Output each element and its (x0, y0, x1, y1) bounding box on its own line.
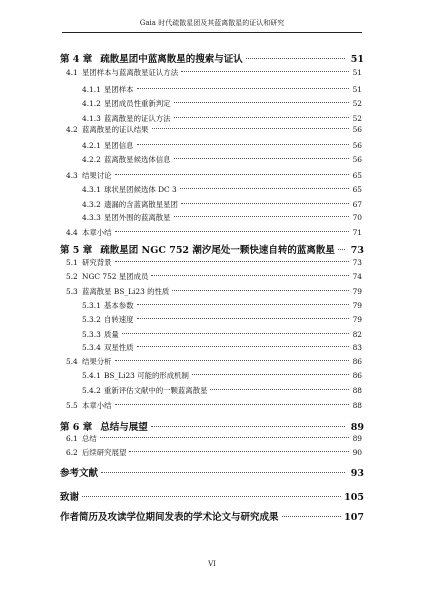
dot-leader (115, 261, 349, 262)
toc-entry[interactable] (82, 385, 362, 396)
toc-entry-page: 107 (344, 512, 364, 523)
toc-entry-page: 52 (352, 99, 362, 108)
toc-entry-page: 79 (352, 315, 362, 324)
toc-entry[interactable] (66, 257, 362, 268)
toc-entry-page: 79 (352, 287, 362, 296)
toc-entry[interactable] (66, 124, 362, 135)
toc-entry-title: 自转速度 (104, 315, 134, 324)
toc-entry-number: 5.3.3 (82, 330, 101, 339)
toc-entry-page: 82 (352, 330, 362, 339)
toc-entry-title: 星团样本与蓝离散星证认方法 (82, 68, 179, 77)
toc-entry[interactable] (82, 140, 362, 151)
toc-entry-page: 67 (352, 200, 362, 209)
toc-entry-number: 5.4 (66, 357, 78, 366)
toc-entry[interactable] (66, 271, 362, 282)
toc-entry-number: 4.3.3 (82, 213, 101, 222)
toc-entry-title: 本章小结 (82, 228, 112, 237)
toc-entry-number: 5.3.2 (82, 315, 101, 324)
toc-entry-title: 研究背景 (82, 258, 112, 267)
dot-leader (101, 472, 345, 473)
toc-entry-title: 致谢 (60, 492, 80, 503)
toc-entry-title: 球状星团候选体 DC 3 (104, 185, 177, 194)
toc-entry-title: 基本参数 (104, 301, 134, 310)
dot-leader (115, 360, 349, 361)
dot-leader (210, 389, 349, 390)
dot-leader (115, 231, 349, 232)
toc-entry[interactable] (60, 509, 364, 523)
toc-entry-title: 总结与展望 (100, 422, 148, 433)
toc-entry[interactable] (66, 286, 362, 297)
dot-leader (174, 158, 349, 159)
toc-entry-title: 后续研究展望 (82, 448, 127, 457)
page-number: VI (208, 560, 216, 568)
dot-leader (192, 374, 349, 375)
dot-leader (180, 188, 349, 189)
toc-entry-number: 4.3.2 (82, 200, 101, 209)
dot-leader (137, 318, 349, 319)
toc-entry-title: 结果分析 (82, 357, 112, 366)
toc-entry-page: 56 (352, 125, 362, 134)
dot-leader (151, 275, 349, 276)
toc-entry-title: 蓝离散星的证认结果 (82, 125, 149, 134)
toc-entry-title: 蓝离散星候选体信息 (104, 155, 171, 164)
toc-entry-title: 重新评估文献中的一颗蓝离散星 (104, 386, 208, 395)
toc-entry-page: 89 (352, 434, 362, 443)
dot-leader (174, 102, 349, 103)
dot-leader (137, 304, 349, 305)
dot-leader (338, 249, 345, 250)
toc-entry-page: 65 (352, 185, 362, 194)
toc-entry[interactable] (66, 67, 362, 78)
toc-entry-number: 5.3.1 (82, 301, 101, 310)
toc-entry-page: 83 (352, 343, 362, 352)
dot-leader (100, 437, 349, 438)
toc-entry-number: 6.2 (66, 448, 78, 457)
toc-entry-page: 71 (352, 228, 362, 237)
toc-entry[interactable] (82, 113, 362, 124)
toc-entry-page: 52 (352, 114, 362, 123)
toc-entry[interactable] (82, 98, 362, 109)
toc-entry[interactable] (82, 199, 362, 210)
toc-entry-page: 74 (352, 272, 362, 281)
toc-entry-number: 5.4.1 (82, 371, 101, 380)
toc-entry[interactable] (60, 489, 364, 503)
toc-entry[interactable] (82, 154, 362, 165)
dot-leader (152, 128, 349, 129)
toc-entry-number: 4.3 (66, 171, 78, 180)
toc-entry[interactable] (66, 400, 362, 411)
toc-entry-page: 73 (352, 258, 362, 267)
toc-entry-page: 56 (352, 155, 362, 164)
toc-entry-title: 疏散星团 NGC 752 潮汐尾处一颗快速自转的蓝离散星 (100, 245, 335, 256)
toc-entry[interactable] (82, 184, 362, 195)
toc-entry-title: NGC 752 星团成员 (82, 272, 149, 281)
toc-entry-number: 6.1 (66, 434, 78, 443)
toc-entry[interactable] (60, 419, 364, 433)
dot-leader (115, 174, 349, 175)
toc-entry-number: 4.4 (66, 228, 78, 237)
dot-leader (181, 71, 349, 72)
toc-entry-title: 遗漏的含蓝离散星星团 (104, 200, 178, 209)
dot-leader (82, 496, 341, 497)
toc-entry-title: 星团外围的蓝离散星 (104, 213, 171, 222)
toc-entry-number: 5.3 (66, 287, 78, 296)
dot-leader (172, 290, 349, 291)
dot-leader (282, 516, 342, 517)
toc-entry-title: 星团样本 (104, 85, 134, 94)
toc-entry-page: 51 (352, 68, 362, 77)
toc-entry-title: 总结 (82, 434, 97, 443)
toc-entry-number: 第 5 章 (60, 245, 93, 256)
toc-entry-title: 质量 (104, 330, 119, 339)
toc-entry-number: 4.1.3 (82, 114, 101, 123)
toc-entry-number: 4.1.1 (82, 85, 101, 94)
dot-leader (137, 144, 349, 145)
toc-entry-page: 56 (352, 141, 362, 150)
toc-entry-page: 86 (352, 357, 362, 366)
toc-entry[interactable] (66, 447, 362, 458)
toc-entry-page: 70 (352, 213, 362, 222)
toc-entry-number: 5.5 (66, 401, 78, 410)
toc-entry-title: 双星性质 (104, 343, 134, 352)
toc-entry-page: 88 (352, 386, 362, 395)
toc-entry-title: 蓝离散星 BS_Li23 的性质 (82, 287, 170, 296)
toc-entry[interactable] (82, 84, 362, 95)
toc-entry-page: 51 (350, 54, 364, 65)
dot-leader (137, 88, 349, 89)
dot-leader (151, 426, 345, 427)
toc-entry-title: 疏散星团中蓝离散星的搜索与证认 (100, 54, 243, 65)
toc-entry-page: 86 (352, 371, 362, 380)
toc-entry-number: 4.3.1 (82, 185, 101, 194)
toc-entry-number: 4.2 (66, 125, 78, 134)
toc-entry-number: 4.2.1 (82, 141, 101, 150)
toc-entry[interactable] (82, 370, 362, 381)
dot-leader (115, 404, 349, 405)
toc-entry-page: 88 (352, 401, 362, 410)
toc-entry[interactable] (82, 212, 362, 223)
toc-entry-number: 4.1.2 (82, 99, 101, 108)
toc-entry-number: 5.2 (66, 272, 78, 281)
toc-entry[interactable] (60, 465, 364, 479)
toc-entry-number: 第 6 章 (60, 422, 93, 433)
toc-entry-page: 90 (352, 448, 362, 457)
dot-leader (174, 117, 349, 118)
toc-entry[interactable] (82, 300, 362, 311)
toc-entry-number: 4.1 (66, 68, 78, 77)
toc-entry-title: BS_Li23 可能的形成机制 (104, 371, 189, 380)
toc-entry[interactable] (66, 170, 362, 181)
toc-entry-page: 93 (350, 468, 364, 479)
toc-entry-number: 5.4.2 (82, 386, 101, 395)
running-header: Gaia 时代疏散星团及其蓝离散星的证认和研究 (139, 19, 285, 27)
toc-entry-number: 5.1 (66, 258, 78, 267)
dot-leader (129, 451, 349, 452)
toc-entry-title: 星团信息 (104, 141, 134, 150)
toc-entry-page: 89 (350, 422, 364, 433)
toc-entry-number: 第 4 章 (60, 54, 93, 65)
dot-leader (246, 58, 345, 59)
toc-entry-title: 参考文献 (60, 468, 99, 479)
toc-entry[interactable] (66, 227, 362, 238)
dot-leader (137, 346, 349, 347)
toc-entry[interactable] (60, 242, 364, 256)
dot-leader (174, 216, 349, 217)
dot-leader (122, 333, 349, 334)
toc-entry-page: 73 (350, 245, 364, 256)
toc-entry-number: 5.3.4 (82, 343, 101, 352)
toc-entry[interactable] (82, 329, 362, 340)
toc-entry[interactable] (82, 342, 362, 353)
toc-entry-title: 作者简历及攻读学位期间发表的学术论文与研究成果 (60, 512, 279, 523)
toc-entry-page: 79 (352, 301, 362, 310)
toc-entry-page: 105 (344, 492, 364, 503)
toc-entry-number: 4.2.2 (82, 155, 101, 164)
toc-entry[interactable] (66, 433, 362, 444)
toc-entry-title: 蓝离散星的证认方法 (104, 114, 171, 123)
toc-entry[interactable] (60, 51, 364, 65)
toc-entry-title: 结果讨论 (82, 171, 112, 180)
toc-entry-title: 本章小结 (82, 401, 112, 410)
toc-entry-page: 51 (352, 85, 362, 94)
toc-entry-title: 星团成员性重新判定 (104, 99, 171, 108)
toc-entry[interactable] (82, 314, 362, 325)
dot-leader (181, 203, 349, 204)
toc-entry[interactable] (66, 356, 362, 367)
toc-entry-page: 65 (352, 171, 362, 180)
header-rule (62, 32, 362, 33)
